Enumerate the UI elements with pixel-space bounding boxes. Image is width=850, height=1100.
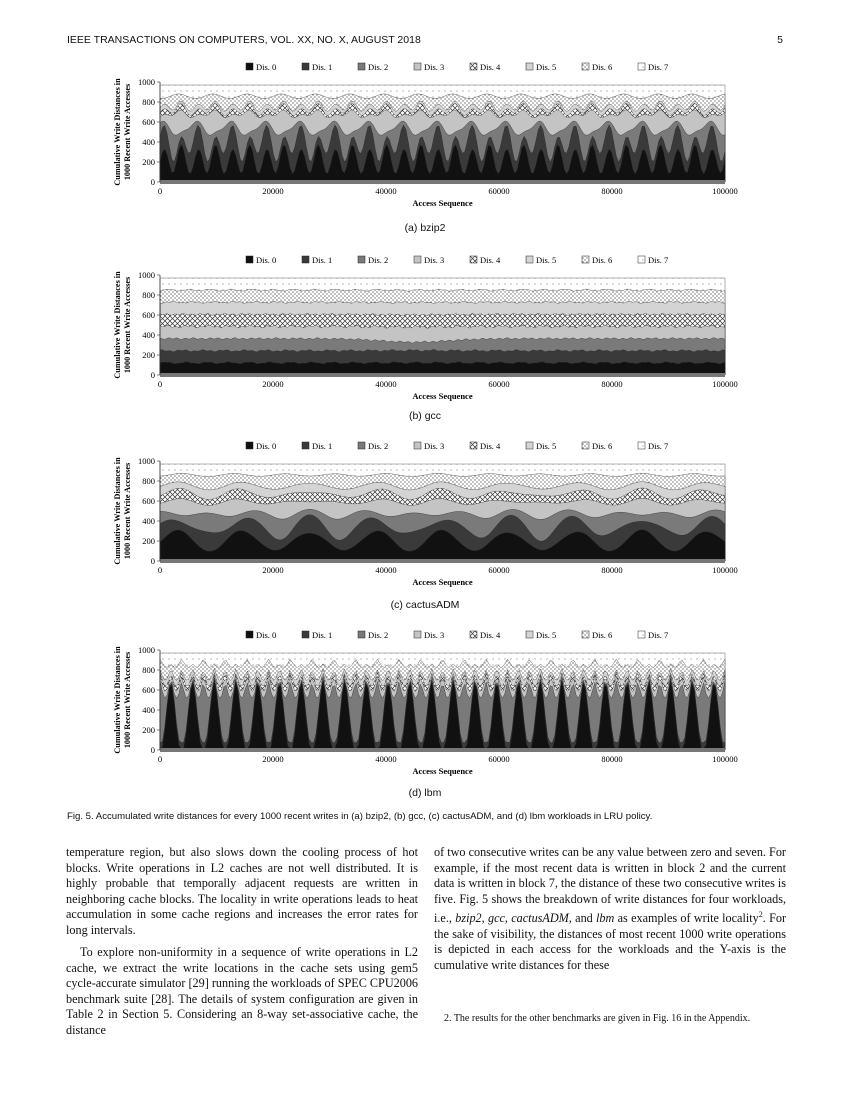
legend-label: Dis. 4 <box>480 62 501 72</box>
legend-label: Dis. 7 <box>648 255 669 265</box>
y-axis-label: 1000 Recent Write Accesses <box>123 83 132 181</box>
x-axis-label: Access Sequence <box>412 766 473 776</box>
paragraph: temperature region, but also slows down the cooling process of hot blocks. Write operations in L2 caches are not well distributed. It is highly probable that temporally adjacent requests are written in neighboring cache blocks. The locality in write operations leads to heat accumulation in some cache regions and increases the error rates for long intervals. <box>66 845 418 937</box>
legend-swatch <box>582 256 589 263</box>
y-tick-label: 800 <box>142 665 155 675</box>
x-tick-label: 100000 <box>712 565 738 575</box>
legend-label: Dis. 6 <box>592 255 613 265</box>
x-tick-label: 40000 <box>375 379 397 389</box>
footnote <box>434 1012 786 1025</box>
x-tick-label: 80000 <box>601 186 623 196</box>
italic-term: bzip2 <box>455 911 482 926</box>
x-tick-label: 60000 <box>488 754 510 764</box>
legend-label: Dis. 3 <box>424 62 445 72</box>
legend-swatch <box>246 442 253 449</box>
legend-label: Dis. 5 <box>536 630 557 640</box>
legend-swatch <box>414 256 421 263</box>
legend-label: Dis. 1 <box>312 441 333 451</box>
y-tick-label: 400 <box>142 705 155 715</box>
x-tick-label: 100000 <box>712 186 738 196</box>
legend-label: Dis. 4 <box>480 630 501 640</box>
legend-swatch <box>246 631 253 638</box>
x-tick-label: 20000 <box>262 379 284 389</box>
subcaption-b: (b) gcc <box>408 410 442 422</box>
x-axis-label: Access Sequence <box>412 198 473 208</box>
legend-label: Dis. 3 <box>424 630 445 640</box>
y-axis-label: Cumulative Write Distances in <box>113 271 122 379</box>
legend-label: Dis. 0 <box>256 255 277 265</box>
x-tick-label: 0 <box>157 565 163 575</box>
legend-swatch <box>414 442 421 449</box>
legend-label: Dis. 6 <box>592 630 613 640</box>
y-tick-label: 0 <box>150 370 155 380</box>
legend-swatch <box>414 63 421 70</box>
legend-label: Dis. 2 <box>368 62 389 72</box>
y-tick-label: 200 <box>142 157 155 167</box>
legend-swatch <box>638 63 645 70</box>
x-tick-label: 20000 <box>262 565 284 575</box>
italic-term: cactusADM <box>511 911 569 926</box>
y-axis-label: 1000 Recent Write Accesses <box>123 651 132 749</box>
legend-label: Dis. 7 <box>648 630 669 640</box>
y-tick-label: 200 <box>142 350 155 360</box>
y-axis-label: Cumulative Write Distances in <box>113 646 122 754</box>
x-tick-label: 40000 <box>375 754 397 764</box>
y-axis-label: Cumulative Write Distances in <box>113 78 122 186</box>
legend-label: Dis. 0 <box>256 441 277 451</box>
area-layer-dis-0 <box>160 530 725 561</box>
y-axis-label: 1000 Recent Write Accesses <box>123 276 132 374</box>
legend-swatch <box>470 256 477 263</box>
right-column <box>434 845 786 973</box>
y-tick-label: 400 <box>142 137 155 147</box>
y-axis-label: 1000 Recent Write Accesses <box>123 462 132 560</box>
x-tick-label: 60000 <box>488 186 510 196</box>
y-tick-label: 800 <box>142 97 155 107</box>
legend-label: Dis. 6 <box>592 441 613 451</box>
legend-label: Dis. 3 <box>424 441 445 451</box>
y-tick-label: 600 <box>142 685 155 695</box>
x-tick-label: 100000 <box>712 754 738 764</box>
text-span: For the sake of visibility, the distances of most recent 1000 write operations is depicted in each access for the workloads and the Y-axis is the cumulative write distances for these <box>434 911 787 972</box>
left-column <box>66 845 418 1038</box>
chart-d-svg <box>100 626 760 778</box>
y-tick-label: 600 <box>142 310 155 320</box>
legend-swatch <box>302 256 309 263</box>
y-tick-label: 1000 <box>138 645 155 655</box>
legend-swatch <box>638 442 645 449</box>
y-tick-label: 1000 <box>138 77 155 87</box>
x-tick-label: 60000 <box>488 379 510 389</box>
y-tick-label: 1000 <box>138 456 155 466</box>
x-tick-label: 20000 <box>262 186 284 196</box>
y-tick-label: 400 <box>142 330 155 340</box>
chart-legend <box>246 441 668 451</box>
legend-swatch <box>358 631 365 638</box>
chart-legend <box>246 62 668 72</box>
legend-swatch <box>302 442 309 449</box>
paragraph: of two consecutive writes can be any value between zero and seven. For example, if the most recent data is written in block 2 and the current data is written in block 7, the distance of these two consecutive writes is five. Fig. 5 shows the breakdown of write distances for four workloads, i.e., bzip2, gcc, cactusADM, and lbm as examples of write locality$^2$. For the sake of visibility, the distances of most recent 1000 write operations is depicted in each access for the workloads and the Y-axis is the cumulative write distances for these <box>434 845 787 972</box>
legend-swatch <box>470 63 477 70</box>
y-tick-label: 0 <box>150 745 155 755</box>
legend-label: Dis. 2 <box>368 441 389 451</box>
subcaption-c: (c) cactusADM <box>390 599 460 611</box>
y-tick-label: 1000 <box>138 270 155 280</box>
y-axis-label: Cumulative Write Distances in <box>113 457 122 565</box>
legend-label: Dis. 4 <box>480 255 501 265</box>
legend-label: Dis. 0 <box>256 630 277 640</box>
legend-swatch <box>638 256 645 263</box>
legend-swatch <box>638 631 645 638</box>
chart-c <box>100 437 760 589</box>
chart-b <box>100 251 760 403</box>
legend-label: Dis. 2 <box>368 255 389 265</box>
x-tick-label: 60000 <box>488 565 510 575</box>
legend-swatch <box>526 442 533 449</box>
page-number: 5 <box>777 34 783 46</box>
y-tick-label: 0 <box>150 556 155 566</box>
x-tick-label: 0 <box>157 379 163 389</box>
y-tick-label: 200 <box>142 536 155 546</box>
x-tick-label: 80000 <box>601 379 623 389</box>
legend-label: Dis. 5 <box>536 62 557 72</box>
chart-c-svg <box>100 437 760 589</box>
legend-swatch <box>246 63 253 70</box>
legend-label: Dis. 1 <box>312 630 333 640</box>
legend-label: Dis. 7 <box>648 62 669 72</box>
legend-swatch <box>582 63 589 70</box>
footnote-text: 2. The results for the other benchmarks are given in Fig. 16 in the Appendix. <box>444 1013 751 1024</box>
x-tick-label: 80000 <box>601 565 623 575</box>
legend-swatch <box>582 442 589 449</box>
italic-term: lbm <box>596 911 615 926</box>
legend-label: Dis. 0 <box>256 62 277 72</box>
footnote-ref: 2 <box>758 910 763 919</box>
legend-swatch <box>358 442 365 449</box>
legend-label: Dis. 4 <box>480 441 501 451</box>
chart-b-svg <box>100 251 760 403</box>
legend-label: Dis. 5 <box>536 255 557 265</box>
legend-swatch <box>414 631 421 638</box>
x-tick-label: 100000 <box>712 379 738 389</box>
italic-term: gcc <box>488 911 505 926</box>
legend-swatch <box>470 442 477 449</box>
x-tick-label: 0 <box>157 754 163 764</box>
legend-label: Dis. 2 <box>368 630 389 640</box>
text-span: of two consecutive writes can be any value between zero and seven. For example, if the most recent data is written in block 2 and the current data is written in block 7, the distance of these two consecutive writes is five. Fig. 5 shows the breakdown of write distances for four workloads, i.e., <box>434 845 786 926</box>
legend-swatch <box>526 256 533 263</box>
figure-caption: Fig. 5. Accumulated write distances for every 1000 recent writes in (a) bzip2, (b) gcc, (c) cactusADM, and (d) lbm workloads in LRU policy. <box>67 811 653 822</box>
subcaption-d: (d) lbm <box>408 787 442 799</box>
legend-swatch <box>470 631 477 638</box>
legend-label: Dis. 1 <box>312 62 333 72</box>
legend-swatch <box>302 631 309 638</box>
chart-legend <box>246 630 668 640</box>
legend-label: Dis. 5 <box>536 441 557 451</box>
chart-a-svg <box>100 58 760 210</box>
y-tick-label: 600 <box>142 117 155 127</box>
x-tick-label: 20000 <box>262 754 284 764</box>
x-tick-label: 40000 <box>375 186 397 196</box>
legend-label: Dis. 1 <box>312 255 333 265</box>
chart-a <box>100 58 760 210</box>
x-tick-label: 0 <box>157 186 163 196</box>
legend-swatch <box>526 631 533 638</box>
legend-swatch <box>302 63 309 70</box>
x-axis-label: Access Sequence <box>412 577 473 587</box>
y-tick-label: 800 <box>142 290 155 300</box>
legend-swatch <box>526 63 533 70</box>
chart-legend <box>246 255 668 265</box>
x-tick-label: 80000 <box>601 754 623 764</box>
y-tick-label: 800 <box>142 476 155 486</box>
legend-swatch <box>358 256 365 263</box>
y-tick-label: 400 <box>142 516 155 526</box>
x-tick-label: 40000 <box>375 565 397 575</box>
y-tick-label: 0 <box>150 177 155 187</box>
text-span: as examples of write locality <box>617 911 759 926</box>
legend-swatch <box>246 256 253 263</box>
x-axis-label: Access Sequence <box>412 391 473 401</box>
y-tick-label: 600 <box>142 496 155 506</box>
subcaption-a: (a) bzip2 <box>404 222 446 234</box>
legend-label: Dis. 3 <box>424 255 445 265</box>
legend-swatch <box>358 63 365 70</box>
legend-label: Dis. 6 <box>592 62 613 72</box>
page-header <box>67 34 783 48</box>
paragraph: To explore non-uniformity in a sequence of write operations in L2 cache, we extract the write locations in the cache sets using gem5 cycle-accurate simulator [29] running the workloads of SPEC CPU2006 benchmark suite [28]. The details of system configuration are given in Table 2 in Section 5. Considering an 8-way set-associative cache, the distance <box>66 945 419 1037</box>
legend-label: Dis. 7 <box>648 441 669 451</box>
chart-d <box>100 626 760 778</box>
y-tick-label: 200 <box>142 725 155 735</box>
journal-title: IEEE TRANSACTIONS ON COMPUTERS, VOL. XX, NO. X, AUGUST 2018 <box>67 34 421 46</box>
legend-swatch <box>582 631 589 638</box>
